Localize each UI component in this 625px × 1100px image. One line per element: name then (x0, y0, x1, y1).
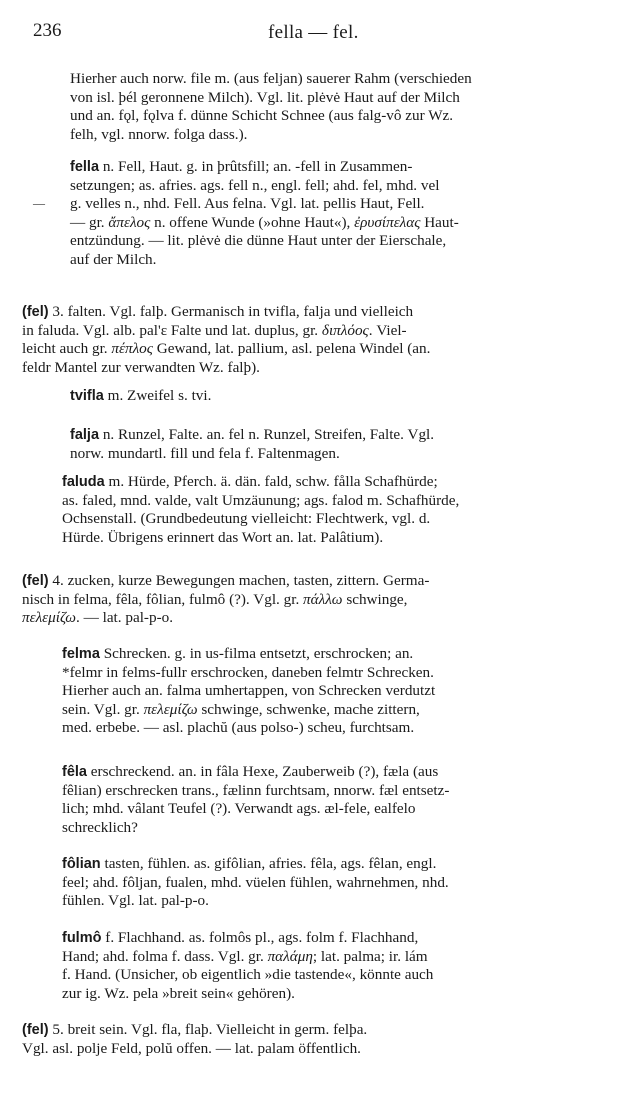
greek-word: διπλόος (321, 321, 369, 339)
text-run: m. Zweifel s. tvi. (103, 387, 212, 404)
headword: fêla (62, 764, 87, 780)
text-line (62, 782, 449, 801)
text-line (70, 232, 459, 251)
text-run: fêlian) erschrecken trans., fælinn furchtsam, nnorw. fæl entsetz- (62, 781, 450, 799)
text-run: lich; mhd. vâlant Teufel (?). Verwandt ags. æl-fele, ealfelo (62, 800, 416, 818)
text-line (62, 719, 435, 738)
page-number: 236 (33, 20, 62, 41)
text-run: n. Runzel, Falte. an. fel n. Runzel, Streifen, Falte. Vgl. (99, 426, 435, 443)
text-run: g. velles n., nhd. Fell. Aus felna. Vgl. lat. pellis Haut, Fell. (70, 195, 425, 213)
text-run: erschreckend. an. in fâla Hexe, Zauberweib (?), fæla (aus (87, 763, 439, 780)
text-run: Hand; ahd. folma f. dass. Vgl. gr. (62, 947, 268, 965)
text-run: Hierher auch norw. file m. (aus feljan) sauerer Rahm (verschieden (70, 70, 472, 87)
text-run: n. Fell, Haut. g. in þrûtsfill; an. -fell in Zusammen- (99, 158, 413, 175)
entry-tvifla (70, 387, 211, 406)
headword: fella (70, 159, 100, 175)
text-run: sein. Vgl. gr. (62, 700, 144, 718)
text-line (62, 948, 433, 967)
page-header (0, 20, 625, 50)
text-run: m. Hürde, Pferch. ä. dän. fald, schw. fålla Schafhürde; (104, 473, 438, 490)
section-fel-4 (22, 572, 429, 628)
text-run: nisch in felma, fêla, fôlian, fulmô (?). Vgl. gr. (22, 590, 304, 608)
text-run: fühlen. Vgl. lat. pal-p-o. (62, 892, 209, 910)
text-line (70, 195, 459, 214)
text-run: Haut- (420, 213, 459, 231)
text-line (62, 529, 459, 548)
text-run: Schrecken. g. in us-filma entsetzt, erschrocken; an. (99, 645, 414, 662)
entry-fella (70, 158, 459, 270)
text-line (62, 682, 435, 701)
text-line (70, 158, 459, 177)
headword: fulmô (62, 930, 102, 946)
text-run: f. Hand. (Unsicher, ob eigentlich »die tastende«, könnte auch (62, 966, 434, 984)
text-run: in faluda. Vgl. alb. pal'ε Falte und lat. duplus, gr. (22, 321, 322, 339)
entry-folian (62, 855, 449, 911)
entry-fulmo (62, 929, 433, 1003)
text-run: Hierher auch an. falma umhertappen, von Schrecken verdutzt (62, 682, 436, 700)
text-run: schwinge, schwenke, mache zittern, (197, 700, 420, 718)
text-run: Vgl. asl. polje Feld, polŭ offen. — lat. palam öffentlich. (22, 1039, 361, 1057)
text-line (70, 126, 472, 145)
text-run: auf der Milch. (70, 250, 157, 268)
text-line (62, 929, 433, 948)
text-line (62, 492, 459, 511)
entry-fela (62, 763, 449, 837)
text-run: med. erbebe. — asl. plachŭ (aus polso-) scheu, furchtsam. (62, 719, 415, 737)
text-run: . — lat. pal-p-o. (76, 609, 174, 627)
text-line (62, 855, 449, 874)
text-line (22, 591, 429, 610)
text-line (70, 89, 472, 108)
text-line (70, 70, 472, 89)
text-line (70, 214, 459, 233)
text-line (22, 1021, 367, 1040)
section-marker: (fel) (22, 304, 49, 320)
text-run: schrecklich? (62, 818, 138, 836)
text-run: Hürde. Übrigens erinnert das Wort an. lat. Palâtium). (62, 528, 384, 546)
text-line (62, 800, 449, 819)
entry-faluda (62, 473, 459, 547)
text-line (70, 177, 459, 196)
headword: felma (62, 646, 100, 662)
text-run: schwinge, (342, 590, 408, 608)
greek-word: πελεμίζω (143, 700, 198, 718)
section-marker: (fel) (22, 573, 49, 589)
text-line (62, 473, 459, 492)
text-run: norw. mundartl. fill und fela f. Faltenmagen. (70, 444, 340, 462)
text-run: feel; ahd. fôljan, fualen, mhd. vüelen fühlen, wahrnehmen, nhd. (62, 873, 449, 891)
text-line (62, 874, 449, 893)
text-line (22, 1040, 367, 1059)
greek-word: παλάμη (267, 947, 313, 965)
text-run: 5. breit sein. Vgl. fla, flaþ. Vielleicht in germ. felþa. (48, 1021, 368, 1038)
text-run: zur ig. Wz. pela »breit sein« gehören). (62, 984, 295, 1002)
text-run: . Viel- (368, 321, 407, 339)
text-line (62, 664, 435, 683)
greek-word: πελεμίζω (22, 609, 77, 627)
text-line (22, 572, 429, 591)
text-run: entzündung. — lit. plėvė die dünne Haut unter der Eierschale, (70, 232, 447, 250)
section-marker: (fel) (22, 1022, 49, 1038)
text-run: leicht auch gr. (22, 340, 112, 358)
text-run: as. faled, mnd. valde, valt Umzäunung; ags. falod m. Schafhürde, (62, 491, 460, 509)
headword: faluda (62, 474, 105, 490)
text-run: 3. falten. Vgl. falþ. Germanisch in tvifla, falja und vielleich (48, 303, 414, 320)
text-run: tasten, fühlen. as. gifôlian, afries. fêla, ags. fêlan, engl. (100, 855, 437, 872)
text-run: Ochsenstall. (Grundbedeutung vielleicht: Flechtwerk, vgl. d. (62, 510, 431, 528)
headword: tvifla (70, 388, 104, 404)
greek-word: πέπλος (111, 340, 153, 358)
text-line (70, 387, 211, 406)
text-line (70, 445, 434, 464)
headword: falja (70, 427, 100, 443)
text-line (62, 966, 433, 985)
running-head: fella — fel. (268, 22, 359, 43)
text-line (62, 763, 449, 782)
text-run: — gr. (70, 213, 109, 231)
greek-word: ἐρυσίπελας (354, 213, 421, 231)
text-run: Gewand, lat. pallium, asl. pelena Windel (an. (152, 340, 431, 358)
text-run: ; lat. palma; ir. lám (312, 947, 428, 965)
text-line (62, 985, 433, 1004)
text-run: *felmr in felms-fullr erschrocken, daneben felmtr Schrecken. (62, 663, 434, 681)
paragraph-continuation (70, 70, 472, 144)
text-line (22, 609, 429, 628)
text-run: von isl. þél geronnene Milch). Vgl. lit. plėvė Haut auf der Milch (70, 88, 460, 106)
entry-felma (62, 645, 435, 738)
text-line (62, 645, 435, 664)
text-line (62, 701, 435, 720)
headword: fôlian (62, 856, 101, 872)
text-run: f. Flachhand. as. folmôs pl., ags. folm f. Flachhand, (101, 929, 419, 946)
text-line (70, 107, 472, 126)
text-line (70, 426, 434, 445)
margin-mark: — (33, 196, 45, 210)
text-run: und an. fǫl, fǫlva f. dünne Schicht Schnee (aus falg-vô zur Wz. (70, 107, 454, 125)
greek-word: πάλλω (303, 590, 343, 608)
text-line (62, 892, 449, 911)
section-fel-3 (22, 303, 430, 377)
text-run: n. offene Wunde (»ohne Haut«), (150, 213, 355, 231)
text-line (70, 251, 459, 270)
section-fel-5 (22, 1021, 367, 1058)
text-line (22, 322, 430, 341)
text-run: feldr Mantel zur verwandten Wz. falþ). (22, 358, 260, 376)
text-line (22, 359, 430, 378)
text-line (22, 340, 430, 359)
text-run: felh, vgl. nnorw. folga dass.). (70, 125, 248, 143)
greek-word: ἄπελος (108, 213, 151, 231)
text-run: 4. zucken, kurze Bewegungen machen, tasten, zittern. Germa- (48, 572, 430, 589)
text-line (22, 303, 430, 322)
text-line (62, 510, 459, 529)
text-run: setzungen; as. afries. ags. fell n., engl. fell; ahd. fel, mhd. vel (70, 176, 440, 194)
entry-falja (70, 426, 434, 463)
text-line (62, 819, 449, 838)
